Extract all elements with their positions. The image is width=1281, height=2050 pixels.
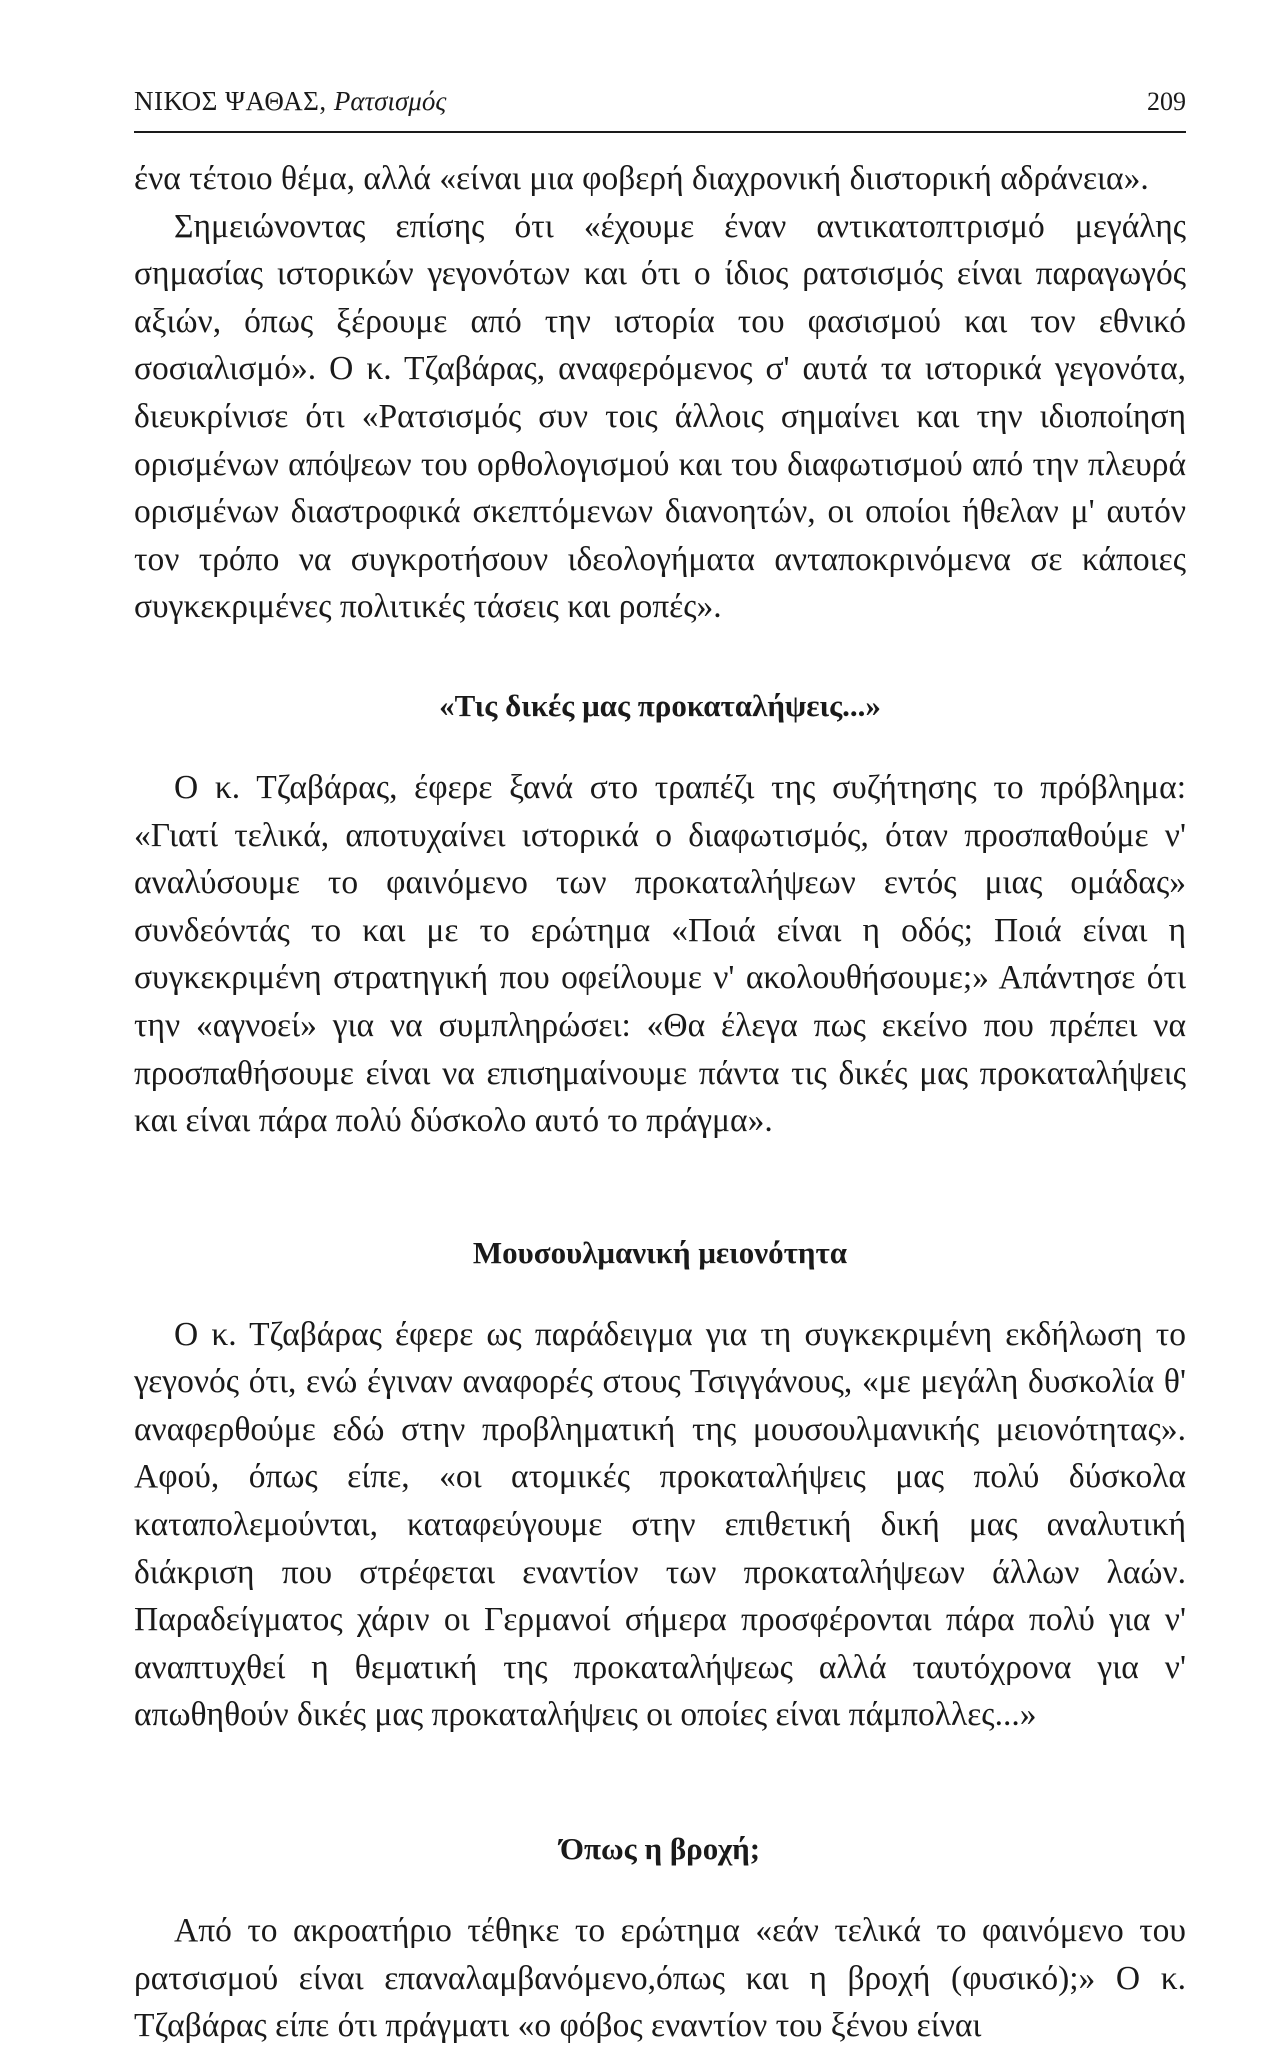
paragraph-5: Από το ακροατήριο τέθηκε το ερώτημα «εάν τελικά το φαινόμενο του ρατσισμού είναι επαναλαμβανόμενο,όπως και η βροχή (φυσικό);» Ο κ. Τζαβάρας είπε ότι πράγματι «ο φόβος εναντίον του ξένου είναι (134, 1912, 1186, 2045)
book-page (134, 84, 1186, 2050)
book-title: Ρατσισμός (333, 86, 447, 116)
paragraph-2: Σημειώνοντας επίσης ότι «έχουμε έναν αντικατοπτρισμό μεγάλης σημασίας ιστορικών γεγονότων και ότι ο ίδιος ρατσισμός είναι παραγωγός αξιών, όπως ξέρουμε από την ιστορία του φασισμού και τον εθνικό σοσιαλισμό». Ο κ. Τζαβάρας, αναφερόμενος σ' αυτά τα ιστορικά γεγονότα, διευκρίνισε ότι «Ρατσισμός συν τοις άλλοις σημαίνει και την ιδιοποίηση ορισμένων απόψεων του ορθολογισμού και του διαφωτισμού από την πλευρά ορισμένων διαστροφικά σκεπτόμενων διανοητών, οι οποίοι ήθελαν μ' αυτόν τον τρόπο να συγκροτήσουν ιδεολογήματα ανταποκρινόμενα σε κάποιες συγκεκριμένες πολιτικές τάσεις και ροπές». (134, 207, 1186, 626)
page-number: 209 (1147, 87, 1186, 116)
section-heading-like-rain: Όπως η βροχή; (559, 1831, 761, 1867)
running-head (134, 84, 1186, 133)
section-heading-prejudices: «Τις δικές μας προκαταλήψεις...» (439, 687, 881, 723)
section-heading-muslim-minority: Μουσουλμανική μειονότητα (472, 1234, 848, 1270)
paragraph-3: Ο κ. Τζαβάρας, έφερε ξανά στο τραπέζι της συζήτησης το πρόβλημα: «Γιατί τελικά, αποτυχαίνει ιστορικά ο διαφωτισμός, όταν προσπαθούμε ν' αναλύσουμε το φαινόμενο των προκαταλήψεων εντός μιας ομάδας» συνδεόντάς το και με το ερώτημα «Ποιά είναι η οδός; Ποιά είναι η συγκεκριμένη στρατηγική που οφείλουμε ν' ακολουθήσουμε;» Απάντησε ότι την «αγνοεί» για να συμπληρώσει: «Θα έλεγα πως εκείνο που πρέπει να προσπαθήσουμε είναι να επισημαίνουμε πάντα τις δικές μας προκαταλήψεις και είναι πάρα πολύ δύσκολο αυτό το πράγμα». (134, 768, 1186, 1140)
paragraph-4: Ο κ. Τζαβάρας έφερε ως παράδειγμα για τη συγκεκριμένη εκδήλωση το γεγονός ότι, ενώ έγιναν αναφορές στους Τσιγγάνους, «με μεγάλη δυσκολία θ' αναφερθούμε εδώ στην προβληματική της μουσουλμανικής μειονότητας». Αφού, όπως είπε, «οι ατομικές προκαταλήψεις μας πολύ δύσκολα καταπολεμούνται, καταφεύγουμε στην επιθετική δική μας αναλυτική διάκριση που στρέφεται εναντίον των προκαταλήψεων άλλων λαών. Παραδείγματος χάριν οι Γερμανοί σήμερα προσφέρονται πάρα πολύ για ν' αναπτυχθεί η θεματική της προκαταλήψεως αλλά ταυτόχρονα για ν' απωθηθούν δικές μας προκαταλήψεις οι οποίες είναι πάμπολλες...» (134, 1315, 1186, 1734)
paragraph-1: ένα τέτοιο θέμα, αλλά «είναι μια φοβερή διαχρονική διιστορική αδράνεια». (134, 160, 1149, 197)
running-head-title (134, 84, 446, 118)
body-text (134, 155, 1186, 2050)
author-name: ΝΙΚΟΣ ΨΑΘΑΣ, (134, 86, 334, 116)
